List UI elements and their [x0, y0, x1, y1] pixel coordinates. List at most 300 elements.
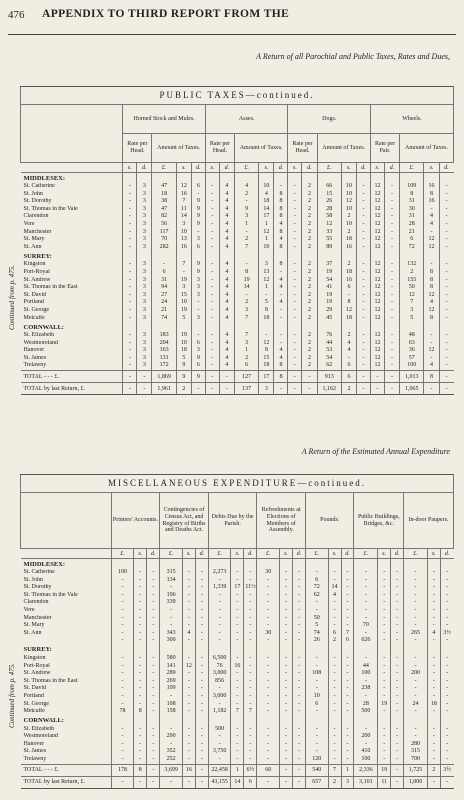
value-cell: 12 — [259, 229, 274, 237]
value-cell: - — [424, 340, 439, 348]
empty-cell — [160, 559, 183, 570]
value-cell: 17 — [259, 213, 274, 221]
value-cell: 3 — [191, 347, 205, 355]
table-row — [21, 191, 454, 199]
total-value: - — [391, 764, 404, 776]
parish-name: St. George — [23, 700, 50, 707]
value-cell: - — [357, 198, 371, 206]
value-cell: - — [305, 741, 328, 749]
value-cell: - — [182, 701, 195, 709]
empty-cell — [195, 716, 208, 726]
value-cell: 172 — [152, 362, 176, 370]
value-cell: 4 — [219, 229, 234, 237]
value-cell: 6 — [305, 577, 328, 585]
value-cell: - — [440, 726, 453, 734]
empty-cell — [384, 322, 399, 332]
value-cell: - — [439, 355, 453, 363]
table1-banner: PUBLIC TAXES—continued. — [21, 87, 454, 105]
value-cell: 15 — [317, 191, 341, 199]
value-cell: - — [147, 733, 160, 741]
value-cell: - — [341, 756, 354, 764]
value-cell: - — [328, 678, 341, 686]
value-cell: - — [341, 733, 354, 741]
unit-label: s. — [280, 549, 293, 559]
value-cell: 238 — [354, 685, 378, 693]
value-cell: 4 — [424, 213, 439, 221]
value-cell: - — [231, 599, 244, 607]
col-header: Amount of Taxes. — [317, 134, 370, 163]
value-cell: - — [160, 607, 183, 615]
value-cell: 4 — [328, 592, 341, 600]
value-cell: - — [341, 741, 354, 749]
value-cell: - — [427, 607, 440, 615]
unit-label: d. — [137, 163, 152, 173]
value-cell: - — [147, 756, 160, 764]
total-value: - — [370, 371, 384, 383]
col-header: Printers' Accounts. — [111, 493, 160, 549]
parish-name: St. Dorothy — [23, 584, 52, 591]
value-cell: 56 — [152, 221, 176, 229]
value-cell: - — [439, 347, 453, 355]
value-cell: - — [391, 592, 404, 600]
value-cell: 4 — [219, 292, 234, 300]
parish-name: St. Ann — [23, 629, 42, 636]
empty-cell — [305, 559, 328, 570]
value-cell: 5 — [305, 622, 328, 630]
value-cell: 82 — [152, 213, 176, 221]
value-cell: - — [378, 741, 391, 749]
value-cell: 2 — [302, 292, 317, 300]
value-cell: 31 — [400, 198, 424, 206]
value-cell: 12 — [424, 236, 439, 244]
empty-cell — [111, 645, 134, 655]
parish-name: Portland — [23, 299, 44, 306]
value-cell: - — [292, 655, 305, 663]
value-cell: 4 — [219, 236, 234, 244]
value-cell: 14 — [259, 206, 274, 214]
value-cell: - — [152, 261, 176, 269]
value-cell: - — [391, 584, 404, 592]
value-cell: 4 — [219, 340, 234, 348]
empty-cell — [176, 251, 191, 261]
value-cell: - — [378, 607, 391, 615]
unit-label: £. — [354, 549, 378, 559]
value-cell: - — [341, 622, 354, 630]
value-cell: - — [208, 577, 231, 585]
value-cell: 9 — [176, 362, 191, 370]
units-stub — [21, 163, 123, 173]
last-return-row — [21, 383, 454, 395]
total-value: - — [123, 371, 137, 383]
table-row — [21, 307, 454, 315]
value-cell: 6 — [191, 183, 205, 191]
table-row — [21, 748, 454, 756]
empty-cell — [134, 716, 147, 726]
value-cell: - — [404, 708, 428, 716]
value-cell: - — [391, 726, 404, 734]
value-cell: - — [341, 615, 354, 623]
value-cell: 8 — [400, 191, 424, 199]
value-cell: - — [440, 599, 453, 607]
value-cell: 28 — [317, 206, 341, 214]
value-cell: - — [147, 726, 160, 734]
value-cell: - — [257, 678, 280, 686]
value-cell: 1 — [259, 221, 274, 229]
value-cell: - — [288, 284, 302, 292]
col-header: In-door Paupers. — [404, 493, 454, 549]
empty-cell — [404, 559, 428, 570]
total-value: 540 — [305, 764, 328, 776]
empty-cell — [404, 645, 428, 655]
table-row — [21, 630, 454, 638]
value-cell: - — [341, 292, 356, 300]
value-cell: - — [440, 701, 453, 709]
value-cell: - — [231, 685, 244, 693]
value-cell: 10 — [176, 229, 191, 237]
value-cell: - — [280, 701, 293, 709]
value-cell: - — [191, 229, 205, 237]
value-cell: - — [305, 678, 328, 686]
value-cell: - — [280, 685, 293, 693]
empty-cell — [302, 173, 317, 184]
value-cell: - — [111, 685, 134, 693]
parish-name: Westmoreland — [23, 733, 59, 740]
value-cell: 12 — [317, 221, 341, 229]
value-cell: - — [328, 569, 341, 577]
value-cell: - — [274, 332, 288, 340]
value-cell: 12 — [424, 244, 439, 252]
value-cell: - — [427, 615, 440, 623]
value-cell: - — [244, 607, 257, 615]
value-cell: 72 — [400, 244, 424, 252]
section-label: SURREY: — [23, 252, 52, 260]
value-cell: - — [182, 748, 195, 756]
value-cell: 7 — [341, 630, 354, 638]
value-cell: 315 — [160, 569, 183, 577]
value-cell: - — [280, 733, 293, 741]
parish-name: St. Mary — [23, 622, 45, 629]
value-cell: 3 — [137, 236, 152, 244]
empty-cell — [302, 251, 317, 261]
value-cell: - — [391, 599, 404, 607]
empty-cell — [274, 322, 288, 332]
value-cell: - — [280, 670, 293, 678]
total-value: 16 — [182, 764, 195, 776]
value-cell: - — [391, 756, 404, 764]
value-cell: 4 — [219, 213, 234, 221]
value-cell: - — [440, 584, 453, 592]
value-cell: - — [231, 615, 244, 623]
empty-cell — [234, 322, 258, 332]
value-cell: - — [195, 685, 208, 693]
value-cell: - — [440, 569, 453, 577]
value-cell: - — [439, 261, 453, 269]
unit-label: d. — [391, 549, 404, 559]
value-cell: 8 — [134, 708, 147, 716]
empty-cell — [147, 559, 160, 570]
value-cell: - — [182, 599, 195, 607]
empty-cell — [195, 645, 208, 655]
value-cell: - — [328, 615, 341, 623]
table2-banner: MISCELLANEOUS EXPENDITURE—continued. — [21, 475, 454, 493]
value-cell: 12 — [370, 244, 384, 252]
table-row — [21, 269, 454, 277]
value-cell: - — [288, 299, 302, 307]
value-cell: - — [357, 277, 371, 285]
value-cell: - — [341, 670, 354, 678]
value-cell: - — [378, 637, 391, 645]
unit-label: d. — [219, 163, 234, 173]
value-cell: - — [292, 701, 305, 709]
value-cell: - — [195, 741, 208, 749]
total-value: - — [288, 371, 302, 383]
value-cell: - — [147, 701, 160, 709]
value-cell: - — [123, 292, 137, 300]
empty-cell — [234, 173, 258, 184]
value-cell: 12 — [370, 229, 384, 237]
col-header: Debts Due by the Parish. — [208, 493, 257, 549]
value-cell: - — [147, 577, 160, 585]
empty-cell — [160, 716, 183, 726]
empty-cell — [305, 716, 328, 726]
value-cell: - — [205, 284, 219, 292]
parish-name: Port-Royal — [23, 662, 50, 669]
total-value: 1,725 — [404, 764, 428, 776]
value-cell: 7 — [176, 198, 191, 206]
value-cell: 183 — [152, 332, 176, 340]
value-cell: 27 — [152, 292, 176, 300]
value-cell: 2 — [341, 261, 356, 269]
value-cell: - — [427, 678, 440, 686]
value-cell: 410 — [354, 748, 378, 756]
value-cell: 109 — [160, 685, 183, 693]
value-cell: - — [328, 607, 341, 615]
value-cell: 3 — [400, 307, 424, 315]
value-cell: - — [427, 670, 440, 678]
empty-cell — [257, 645, 280, 655]
value-cell: - — [391, 733, 404, 741]
total-value: 8 — [134, 764, 147, 776]
value-cell: 3 — [137, 332, 152, 340]
total-value: 178 — [111, 764, 134, 776]
empty-cell — [274, 251, 288, 261]
value-cell: - — [354, 726, 378, 734]
value-cell: - — [440, 685, 453, 693]
value-cell: - — [341, 748, 354, 756]
value-cell: - — [274, 292, 288, 300]
empty-cell — [400, 173, 424, 184]
value-cell: 8 — [274, 244, 288, 252]
value-cell: - — [341, 655, 354, 663]
value-cell: 2 — [302, 221, 317, 229]
empty-cell — [354, 645, 378, 655]
value-cell: - — [292, 630, 305, 638]
section-row — [21, 322, 454, 332]
value-cell: - — [257, 584, 280, 592]
total-label: TOTAL - - - £. — [21, 371, 123, 383]
value-cell: - — [404, 733, 428, 741]
value-cell: - — [134, 726, 147, 734]
value-cell: - — [354, 741, 378, 749]
value-cell: 3 — [137, 299, 152, 307]
value-cell: 9 — [191, 261, 205, 269]
value-cell: 4 — [219, 284, 234, 292]
value-cell: - — [134, 701, 147, 709]
table-row — [21, 637, 454, 645]
parish-name: St. Andrew — [23, 670, 51, 677]
value-cell: 2 — [302, 191, 317, 199]
value-cell: - — [427, 748, 440, 756]
value-cell: 12 — [424, 347, 439, 355]
value-cell: - — [257, 663, 280, 671]
value-cell: 8 — [274, 191, 288, 199]
col-header: Rate per Head. — [205, 134, 234, 163]
value-cell: - — [328, 685, 341, 693]
value-cell: 12 — [370, 236, 384, 244]
value-cell: - — [195, 599, 208, 607]
value-cell: 7 — [234, 332, 258, 340]
value-cell: - — [404, 584, 428, 592]
value-cell: 9 — [191, 213, 205, 221]
value-cell: - — [147, 685, 160, 693]
value-cell: 155 — [400, 277, 424, 285]
value-cell: - — [280, 637, 293, 645]
value-cell: 2,273 — [208, 569, 231, 577]
value-cell: 4 — [219, 183, 234, 191]
value-cell: 8 — [424, 284, 439, 292]
value-cell: 12 — [370, 284, 384, 292]
value-cell: 3 — [137, 191, 152, 199]
value-cell: - — [257, 599, 280, 607]
value-cell: - — [391, 670, 404, 678]
page-title: APPENDIX TO THIRD REPORT FROM THE — [42, 8, 290, 20]
value-cell: 28 — [400, 221, 424, 229]
value-cell: - — [257, 622, 280, 630]
unit-label: £. — [400, 163, 424, 173]
value-cell: 18 — [259, 315, 274, 323]
total-value: - — [195, 776, 208, 788]
value-cell: - — [391, 637, 404, 645]
value-cell: - — [147, 592, 160, 600]
value-cell: - — [427, 741, 440, 749]
total-row — [21, 764, 454, 776]
value-cell: 12 — [259, 277, 274, 285]
value-cell: - — [208, 637, 231, 645]
value-cell: - — [288, 292, 302, 300]
value-cell: 3 — [191, 236, 205, 244]
value-cell: 500 — [354, 708, 378, 716]
value-cell: - — [440, 615, 453, 623]
value-cell: - — [195, 670, 208, 678]
units-row — [21, 549, 454, 559]
value-cell: 269 — [160, 678, 183, 686]
value-cell: 10 — [305, 693, 328, 701]
empty-cell — [152, 322, 176, 332]
value-cell: 204 — [152, 340, 176, 348]
empty-cell — [341, 559, 354, 570]
value-cell: - — [257, 615, 280, 623]
empty-cell — [400, 251, 424, 261]
empty-cell — [231, 716, 244, 726]
value-cell: - — [391, 708, 404, 716]
empty-cell — [328, 559, 341, 570]
parish-name: St. Thomas in the Vale — [23, 591, 78, 598]
value-cell: - — [328, 741, 341, 749]
value-cell: - — [288, 221, 302, 229]
value-cell: - — [378, 599, 391, 607]
value-cell: - — [427, 733, 440, 741]
value-cell: - — [427, 663, 440, 671]
value-cell: - — [244, 726, 257, 734]
unit-label: d. — [191, 163, 205, 173]
table-row — [21, 206, 454, 214]
value-cell: - — [391, 615, 404, 623]
value-cell: - — [182, 685, 195, 693]
table-row — [21, 693, 454, 701]
value-cell: - — [147, 670, 160, 678]
value-cell: - — [208, 607, 231, 615]
value-cell: 13 — [259, 269, 274, 277]
total-value: 1,013 — [400, 371, 424, 383]
unit-label: d. — [439, 163, 453, 173]
value-cell: 2 — [302, 315, 317, 323]
empty-cell — [341, 322, 356, 332]
value-cell: - — [357, 183, 371, 191]
value-cell: 12 — [370, 362, 384, 370]
value-cell: - — [244, 748, 257, 756]
table-row — [21, 347, 454, 355]
value-cell: - — [357, 269, 371, 277]
value-cell: - — [259, 332, 274, 340]
empty-cell — [317, 322, 341, 332]
empty-cell — [378, 559, 391, 570]
value-cell: - — [328, 622, 341, 630]
value-cell: 1,339 — [208, 584, 231, 592]
empty-cell — [160, 645, 183, 655]
value-cell: 10 — [341, 221, 356, 229]
value-cell: 53 — [317, 347, 341, 355]
parish-name: Trelawny — [23, 362, 47, 369]
value-cell: - — [328, 733, 341, 741]
table-row — [21, 299, 454, 307]
total-value: - — [137, 383, 152, 395]
value-cell: - — [288, 229, 302, 237]
value-cell: - — [244, 599, 257, 607]
value-cell: - — [182, 615, 195, 623]
value-cell: 55 — [317, 236, 341, 244]
value-cell: - — [123, 362, 137, 370]
value-cell: 31 — [400, 213, 424, 221]
empty-cell — [384, 173, 399, 184]
value-cell: 5 — [400, 315, 424, 323]
value-cell: - — [134, 569, 147, 577]
value-cell: - — [123, 236, 137, 244]
value-cell: - — [208, 630, 231, 638]
value-cell: 100 — [111, 569, 134, 577]
value-cell: - — [257, 637, 280, 645]
value-cell: - — [357, 206, 371, 214]
value-cell: - — [439, 198, 453, 206]
value-cell: - — [231, 701, 244, 709]
value-cell: - — [231, 637, 244, 645]
unit-label: £. — [208, 549, 231, 559]
total-value: - — [195, 764, 208, 776]
value-cell: 12 — [424, 307, 439, 315]
value-cell: - — [357, 292, 371, 300]
value-cell: - — [231, 748, 244, 756]
value-cell: - — [244, 655, 257, 663]
value-cell: - — [341, 685, 354, 693]
